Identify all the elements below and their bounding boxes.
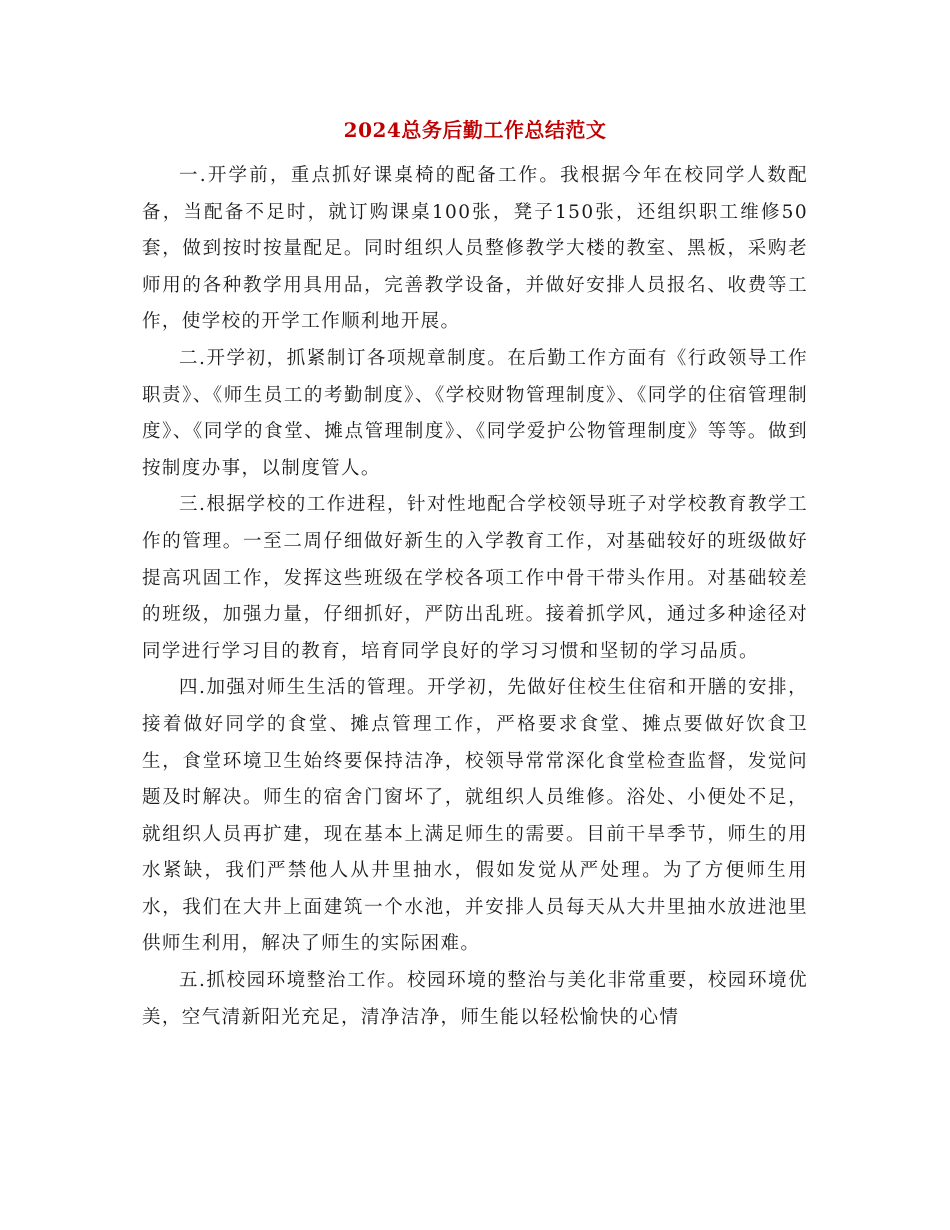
document-title: 2024总务后勤工作总结范文 — [343, 118, 607, 142]
paragraph-2: 二.开学初，抓紧制订各项规章制度。在后勤工作方面有《行政领导工作职责》、《师生员工的考勤制度》、《学校财物管理制度》、《同学的住宿管理制度》、《同学的食堂、摊点管理制度》、《同学爱护公物管理制度》等等。做到按制度办事，以制度管人。 — [142, 347, 808, 479]
paragraph-4: 四.加强对师生生活的管理。开学初，先做好住校生住宿和开膳的安排，接着做好同学的食堂、摊点管理工作，严格要求食堂、摊点要做好饮食卫生，食堂环境卫生始终要保持洁净，校领导常常深化食堂检查监督，发觉问题及时解决。师生的宿舍门窗坏了，就组织人员维修。浴处、小便处不足，就组织人员再扩建，现在基本上满足师生的需要。目前干旱季节，师生的用水紧缺，我们严禁他人从井里抽水，假如发觉从严处理。为了方便师生用水，我们在大井上面建筑一个水池，并安排人员每天从大井里抽水放进池里供师生利用，解决了师生的实际困难。 — [142, 677, 808, 955]
paragraph-3: 三.根据学校的工作进程，针对性地配合学校领导班子对学校教育教学工作的管理。一至二周仔细做好新生的入学教育工作，对基础较好的班级做好提高巩固工作，发挥这些班级在学校各项工作中骨干带头作用。对基础较差的班级，加强力量，仔细抓好，严防出乱班。接着抓学风，通过多种途径对同学进行学习目的教育，培育同学良好的学习习惯和坚韧的学习品质。 — [142, 494, 808, 662]
paragraph-1: 一.开学前，重点抓好课桌椅的配备工作。我根据今年在校同学人数配备，当配备不足时，就订购课桌100张，凳子150张，还组织职工维修50套，做到按时按量配足。同时组织人员整修教学大楼的教室、黑板，采购老师用的各种教学用具用品，完善教学设备，并做好安排人员报名、收费等工作，使学校的开学工作顺利地开展。 — [142, 165, 808, 333]
document-body — [142, 158, 808, 1036]
paragraph-5: 五.抓校园环境整治工作。校园环境的整治与美化非常重要，校园环境优美，空气清新阳光充足，清净洁净，师生能以轻松愉快的心情 — [142, 970, 808, 1028]
